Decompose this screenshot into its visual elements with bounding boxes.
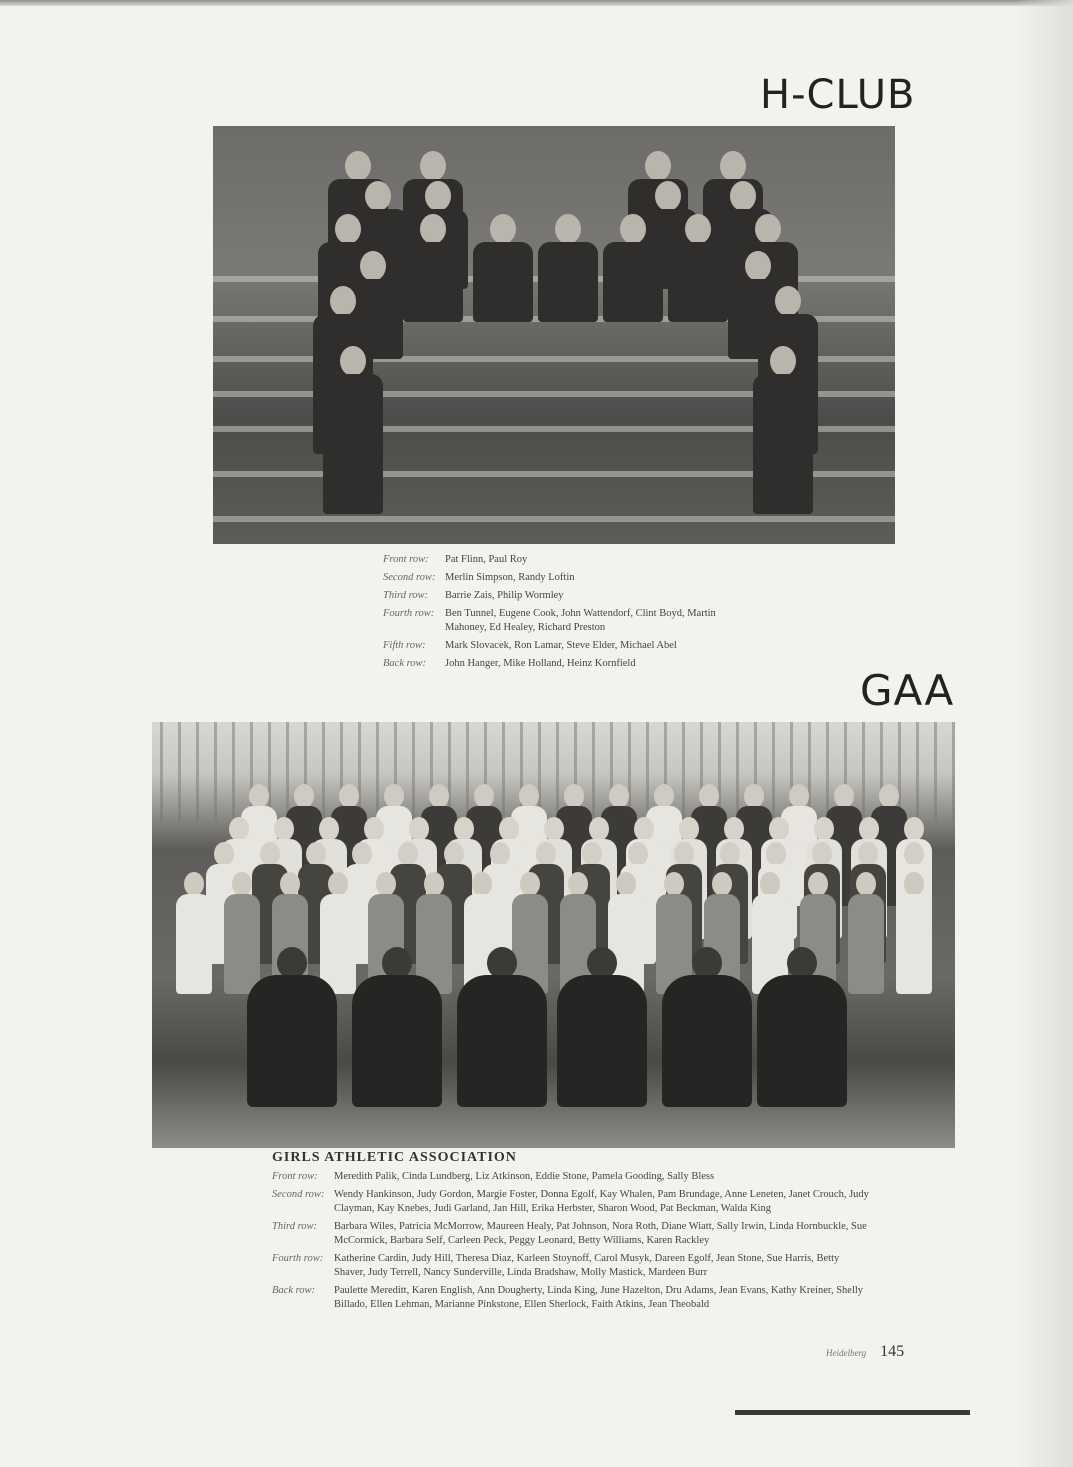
gaa-caption-row	[272, 1170, 872, 1184]
member-head	[424, 872, 444, 896]
member-head	[306, 842, 326, 866]
hclub-member	[468, 214, 538, 324]
member-head	[770, 346, 796, 376]
member-head	[634, 817, 654, 841]
row-label: Front row:	[272, 1171, 318, 1182]
row-label: Third row:	[272, 1221, 318, 1232]
member-jacket	[457, 975, 547, 1107]
member-jacket	[603, 242, 663, 322]
member-head	[232, 872, 252, 896]
lions-jacket-member	[657, 947, 757, 1107]
member-outfit	[176, 894, 212, 994]
member-head	[214, 842, 234, 866]
member-head	[904, 817, 924, 841]
member-head	[339, 784, 359, 808]
member-head	[536, 842, 556, 866]
member-head	[720, 842, 740, 866]
row-names: Paulette Mereditt, Karen English, Ann Dougherty, Linda King, June Hazelton, Dru Adams, Jean Evans, Kathy Kreiner, Shelly Billado, Ellen Lehman, Marianne Pinkstone, Ellen Sherlock, Faith Atkins, Jean Theobald	[334, 1285, 864, 1310]
member-head	[766, 842, 786, 866]
member-jacket	[557, 975, 647, 1107]
gaa-caption-row	[272, 1252, 872, 1280]
member-head	[674, 842, 694, 866]
member-head	[655, 181, 681, 211]
row-label: Back row:	[272, 1285, 316, 1296]
member-head	[555, 214, 581, 244]
curtain-fold	[160, 722, 163, 822]
member-head	[904, 842, 924, 866]
hclub-caption-row	[383, 607, 743, 635]
gaa-caption-row	[272, 1188, 872, 1216]
member-head	[699, 784, 719, 808]
member-head	[654, 784, 674, 808]
curtain-fold	[196, 722, 199, 822]
row-names: Mark Slovacek, Ron Lamar, Steve Elder, Michael Abel	[445, 640, 677, 651]
member-head	[755, 214, 781, 244]
member-head	[564, 784, 584, 808]
member-head	[365, 181, 391, 211]
member-head	[280, 872, 300, 896]
member-head	[335, 214, 361, 244]
member-head	[568, 872, 588, 896]
member-head	[490, 842, 510, 866]
member-head	[620, 214, 646, 244]
member-head	[724, 817, 744, 841]
member-head	[760, 872, 780, 896]
curtain-fold	[934, 722, 937, 822]
hclub-caption-row	[383, 657, 743, 671]
member-jacket	[753, 374, 813, 514]
member-head	[645, 151, 671, 181]
member-jacket	[323, 374, 383, 514]
gaa-caption-row	[272, 1284, 872, 1312]
member-jacket	[473, 242, 533, 322]
member-jacket	[247, 975, 337, 1107]
member-head	[789, 784, 809, 808]
member-head	[184, 872, 204, 896]
member-jacket	[538, 242, 598, 322]
member-head	[352, 842, 372, 866]
gaa-caption-row	[272, 1220, 872, 1248]
member-head	[858, 842, 878, 866]
member-head	[376, 872, 396, 896]
member-head	[519, 784, 539, 808]
row-names: Ben Tunnel, Eugene Cook, John Wattendorf, Clint Boyd, Martin Mahoney, Ed Healey, Richard Preston	[445, 608, 716, 633]
page-right-shadow	[1013, 0, 1073, 1467]
member-head	[260, 842, 280, 866]
member-head	[499, 817, 519, 841]
curtain-fold	[178, 722, 181, 822]
hclub-title: H-CLUB	[760, 72, 916, 118]
member-head	[429, 784, 449, 808]
gaa-organization-name: GIRLS ATHLETIC ASSOCIATION	[272, 1150, 517, 1165]
member-head	[879, 784, 899, 808]
row-names: Barbara Wiles, Patricia McMorrow, Maureen Healy, Pat Johnson, Nora Roth, Diane Wiatt, Sally Irwin, Linda Hornbuckle, Sue McCormick, Barbara Self, Carleen Peck, Peggy Leonard, Betty Williams, Karen Rackley	[334, 1221, 867, 1246]
hclub-member	[398, 214, 468, 324]
curtain-fold	[916, 722, 919, 822]
member-head	[294, 784, 314, 808]
member-head	[444, 842, 464, 866]
row-names: Merlin Simpson, Randy Loftin	[445, 572, 575, 583]
member-jacket	[662, 975, 752, 1107]
page-top-edge	[0, 0, 1073, 6]
gaa-member	[172, 872, 216, 1002]
member-head	[520, 872, 540, 896]
row-label: Fifth row:	[383, 640, 426, 651]
bottom-rule	[735, 1410, 970, 1415]
row-label: Back row:	[383, 658, 427, 669]
member-head	[664, 872, 684, 896]
member-head	[589, 817, 609, 841]
member-head	[364, 817, 384, 841]
member-head	[808, 872, 828, 896]
row-names: Pat Flinn, Paul Roy	[445, 554, 528, 565]
member-head	[769, 817, 789, 841]
curtain-fold	[214, 722, 217, 822]
member-head	[328, 872, 348, 896]
hclub-caption-row	[383, 553, 743, 567]
row-names: Wendy Hankinson, Judy Gordon, Margie Foster, Donna Egolf, Kay Whalen, Pam Brundage, Anne Leneten, Janet Crouch, Judy Clayman, Kay Knebes, Judi Garland, Jan Hill, Erika Herbster, Sharon Wood, Pat Beckman, Walda King	[334, 1189, 869, 1214]
member-jacket	[403, 242, 463, 322]
member-head	[685, 214, 711, 244]
member-head	[745, 251, 771, 281]
hclub-caption-row	[383, 589, 743, 603]
lions-jacket-member	[552, 947, 652, 1107]
member-head	[398, 842, 418, 866]
hclub-caption	[383, 553, 743, 675]
lions-jacket-member	[347, 947, 447, 1107]
gaa-group-photo	[152, 722, 955, 1148]
hclub-caption-row	[383, 639, 743, 653]
member-head	[474, 784, 494, 808]
member-jacket	[668, 242, 728, 322]
member-head	[340, 346, 366, 376]
member-jacket	[352, 975, 442, 1107]
gaa-caption	[272, 1170, 872, 1316]
member-head	[814, 817, 834, 841]
member-head	[249, 784, 269, 808]
hclub-member	[748, 346, 818, 456]
member-head	[274, 817, 294, 841]
member-head	[859, 817, 879, 841]
hclub-member	[598, 214, 668, 324]
member-head	[409, 817, 429, 841]
member-head	[420, 151, 446, 181]
member-head	[360, 251, 386, 281]
member-head	[544, 817, 564, 841]
lions-jacket-member	[452, 947, 552, 1107]
page-number: 145	[880, 1343, 905, 1360]
member-head	[425, 181, 451, 211]
row-names: Meredith Palik, Cinda Lundberg, Liz Atkinson, Eddie Stone, Pamela Gooding, Sally Bless	[334, 1171, 715, 1182]
member-head	[229, 817, 249, 841]
member-head	[420, 214, 446, 244]
gaa-member	[892, 872, 936, 1002]
member-head	[720, 151, 746, 181]
row-names: John Hanger, Mike Holland, Heinz Kornfield	[445, 658, 636, 669]
row-label: Front row:	[383, 554, 429, 565]
member-outfit	[896, 894, 932, 994]
member-head	[330, 286, 356, 316]
footer-book-name: Heidelberg	[826, 1348, 867, 1358]
curtain-fold	[952, 722, 955, 822]
row-label: Fourth row:	[272, 1253, 324, 1264]
member-head	[730, 181, 756, 211]
member-head	[319, 817, 339, 841]
member-outfit	[848, 894, 884, 994]
curtain-fold	[232, 722, 235, 822]
bleacher-bench	[213, 516, 895, 522]
member-head	[904, 872, 924, 896]
hclub-group-photo	[213, 126, 895, 544]
row-label: Second row:	[383, 572, 436, 583]
member-head	[744, 784, 764, 808]
member-head	[679, 817, 699, 841]
hclub-member	[318, 346, 388, 456]
member-head	[454, 817, 474, 841]
member-head	[712, 872, 732, 896]
hclub-member	[533, 214, 603, 324]
member-head	[345, 151, 371, 181]
member-head	[490, 214, 516, 244]
lions-jacket-member	[242, 947, 342, 1107]
member-head	[609, 784, 629, 808]
hclub-caption-row	[383, 571, 743, 585]
member-head	[472, 872, 492, 896]
row-names: Barrie Zais, Philip Wormley	[445, 590, 564, 601]
member-head	[834, 784, 854, 808]
member-head	[628, 842, 648, 866]
row-label: Second row:	[272, 1189, 325, 1200]
lions-jacket-member	[752, 947, 852, 1107]
member-head	[616, 872, 636, 896]
member-jacket	[757, 975, 847, 1107]
member-head	[775, 286, 801, 316]
gaa-title: GAA	[860, 666, 955, 715]
row-label: Third row:	[383, 590, 429, 601]
page-footer	[826, 1343, 904, 1361]
member-head	[856, 872, 876, 896]
member-head	[582, 842, 602, 866]
member-head	[812, 842, 832, 866]
member-head	[384, 784, 404, 808]
row-names: Katherine Cardin, Judy Hill, Theresa Diaz, Karleen Stoynoff, Carol Musyk, Dareen Egolf, Jean Stone, Sue Harris, Betty Shaver, Judy Terrell, Nancy Sunderville, Linda Bradshaw, Molly Mastick, Mardeen Burr	[334, 1253, 840, 1278]
row-label: Fourth row:	[383, 608, 435, 619]
